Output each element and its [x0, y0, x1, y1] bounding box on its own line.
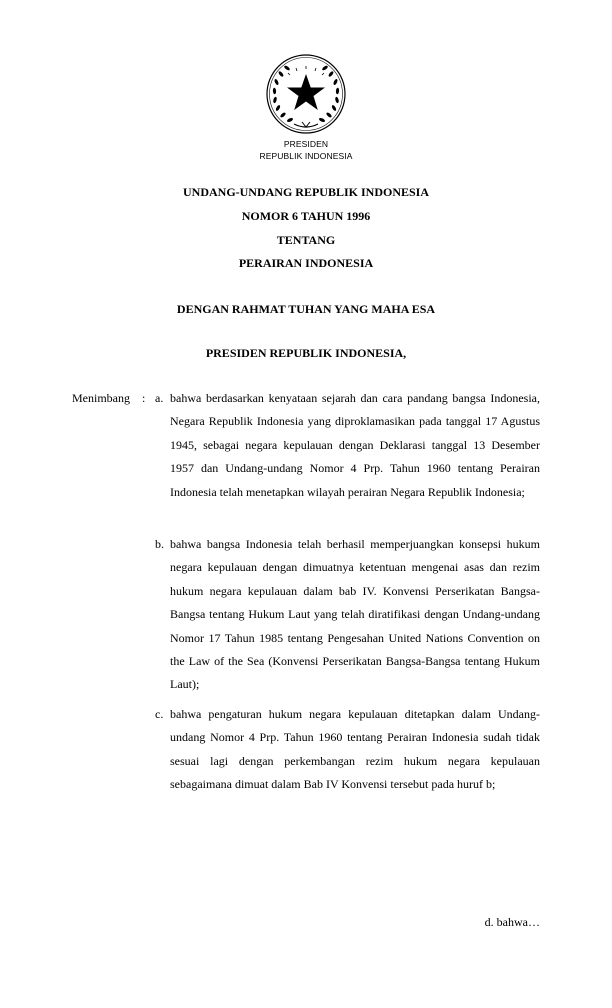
president-heading: PRESIDEN REPUBLIK INDONESIA, [205, 346, 407, 360]
menimbang-label: Menimbang [72, 391, 130, 405]
emblem-caption-president: PRESIDEN [283, 139, 329, 149]
item-letter-a: a. [155, 391, 164, 405]
emblem-caption-republic: REPUBLIK INDONESIA [259, 151, 353, 161]
considering-item-c: bahwa pengaturan hukum negara kepulauan ditetapkan dalam Undang-undang Nomor 4 Prp. Tahun 1960 tentang Perairan Indonesia sudah tidak sesuai lagi dengan perkembangan rezim hukum negara kepulauan sebagaimana dimuat dalam Bab IV Konvensi tersebut pada huruf b; [170, 707, 540, 792]
item-letter-b: b. [155, 537, 164, 551]
continuation-marker: d. bahwa… [484, 915, 540, 929]
law-subject: PERAIRAN INDONESIA [238, 256, 374, 270]
law-tentang: TENTANG [276, 233, 336, 247]
considering-item-a: bahwa berdasarkan kenyataan sejarah dan cara pandang bangsa Indonesia, Negara Republik Indonesia yang diproklamasikan pada tanggal 17 Agustus 1945, sebagai negara kepulauan dengan Deklarasi tanggal 13 Desember 1957 dan Undang-undang Nomor 4 Prp. Tahun 1960 tentang Perairan Indonesia telah menetapkan wilayah perairan Negara Republik Indonesia; [170, 391, 540, 499]
garuda-star-emblem-icon [264, 52, 348, 136]
item-letter-c: c. [155, 707, 164, 721]
menimbang-colon: : [142, 391, 146, 405]
law-title: UNDANG-UNDANG REPUBLIK INDONESIA [182, 185, 430, 199]
considering-item-b: bahwa bangsa Indonesia telah berhasil memperjuangkan konsepsi hukum negara kepulauan dengan dimuatnya ketentuan mengenai asas dan rezim hukum negara kepulauan dalam bab IV. Konvensi Perserikatan Bangsa-Bangsa tentang Hukum Laut yang telah diratifikasi dengan Undang-undang Nomor 17 Tahun 1985 tentang Pengesahan United Nations Convention on the Law of the Sea (Konvensi Perserikatan Bangsa-Bangsa tentang Hukum Laut); [170, 537, 540, 692]
law-number: NOMOR 6 TAHUN 1996 [241, 209, 371, 223]
invocation: DENGAN RAHMAT TUHAN YANG MAHA ESA [176, 302, 436, 316]
